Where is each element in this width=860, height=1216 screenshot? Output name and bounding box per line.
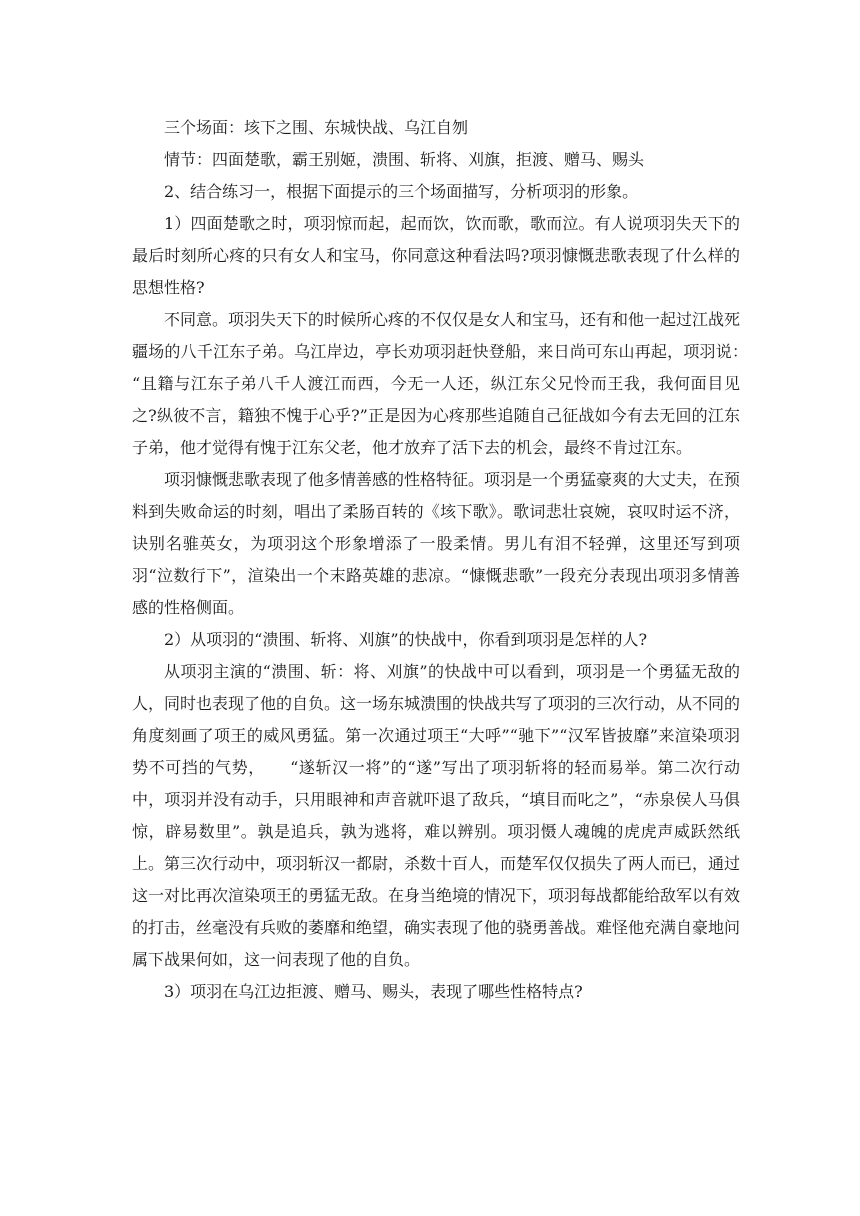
paragraph-answer-2: 从项羽主演的“溃围、斩：将、刈旗”的快战中可以看到，项羽是一个勇猛无敌的人，同时也表现了他的自负。这一场东城溃围的快战共写了项羽的三次行动，从不同的角度刻画了项王的威风勇猛。第一次通过项王“大呼”“驰下”“汉军皆披靡”来渲染项羽势不可挡的气势， “遂斩汉一将”的“遂”写出了项羽斩将的轻而易举。第二次行动中，项羽并没有动手，只用眼神和声音就吓退了敌兵，“填目而叱之”，“赤泉侯人马俱惊，辟易数里”。孰是追兵，孰为逃将，难以辨别。项羽慑人魂魄的虎虎声威跃然纸上。第三次行动中，项羽斩汉一都尉，杀数十百人，而楚军仅仅损失了两人而已，通过这一对比再次渲染项王的勇猛无敌。在身当绝境的情况下，项羽每战都能给敌军以有效的打击，丝毫没有兵败的萎靡和绝望，确实表现了他的骁勇善战。难怪他充满自豪地问属下战果何如，这一问表现了他的自负。 — [132, 662, 741, 969]
paragraph-question-2: 2、结合练习一，根据下面提示的三个场面描写，分析项羽的形象。 — [164, 182, 639, 201]
paragraph-plot: 情节：四面楚歌，霸王别姬，溃围、斩将、刈旗，拒渡、赠马、赐头 — [164, 150, 645, 169]
paragraph-subquestion-1: 1）四面楚歌之时，项羽惊而起，起而饮，饮而歌，歌而泣。有人说项羽失天下的最后时刻所心疼的只有女人和宝马，你同意这种看法吗?项羽慷慨悲歌表现了什么样的思想性格? — [132, 214, 740, 297]
paragraph-subquestion-2: 2）从项羽的“溃围、斩将、刈旗”的快战中，你看到项羽是怎样的人? — [164, 630, 648, 649]
paragraph-answer-1b: 项羽慷慨悲歌表现了他多情善感的性格特征。项羽是一个勇猛豪爽的大丈夫，在预料到失败命运的时刻，唱出了柔肠百转的《垓下歌》。歌词悲壮哀婉，哀叹时运不济，诀别名骓英女，为项羽这个形象增添了一股柔情。男儿有泪不轻弹，这里还写到项羽“泣数行下”，渲染出一个末路英雄的悲凉。“慷慨悲歌”一段充分表现出项羽多情善感的性格侧面。 — [132, 470, 741, 617]
paragraph-scenes: 三个场面：垓下之围、东城快战、乌江自刎 — [164, 118, 469, 137]
paragraph-answer-1a: 不同意。项羽失天下的时候所心疼的不仅仅是女人和宝马，还有和他一起过江战死疆场的八千江东子弟。乌江岸边，亭长劝项羽赶快登船，来日尚可东山再起，项羽说： “且籍与江东子弟八千人渡江而西，今无一人还，纵江东父兄怜而王我，我何面目见之?纵彼不言，籍独不愧于心乎?”正是因为心疼那些追随自己征战如今有去无回的江东子弟，他才觉得有愧于江东父老，他才放弃了活下去的机会，最终不肯过江东。 — [132, 310, 773, 457]
document-body — [132, 112, 773, 1008]
paragraph-subquestion-3: 3）项羽在乌江边拒渡、赠马、赐头，表现了哪些性格特点? — [164, 982, 583, 1001]
